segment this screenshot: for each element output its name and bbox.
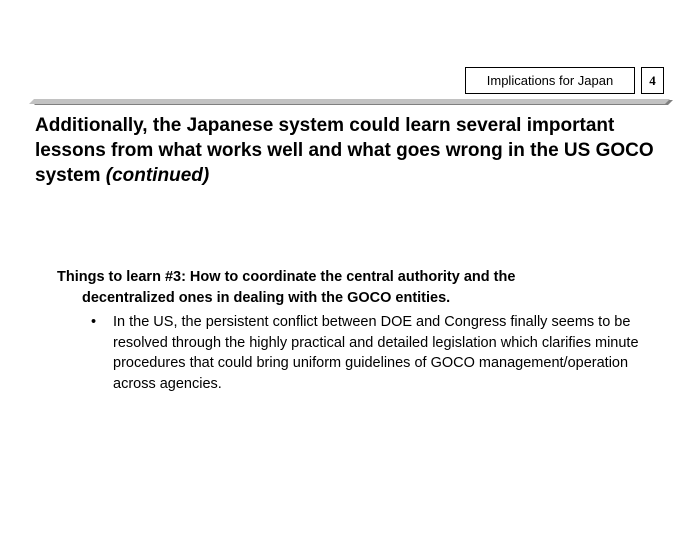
bullet-text: In the US, the persistent conflict between DOE and Congress finally seems to be resolved through the highly practical and detailed legislation which clarifies minute procedures that could bring uniform guidelines of GOCO management/operation across agencies. xyxy=(113,314,639,392)
header-rule xyxy=(29,99,670,104)
slide-title xyxy=(35,113,665,188)
lesson-heading: Things to learn #3: How to coordinate the central authority and the decentralized ones in dealing with the GOCO entities. xyxy=(57,269,516,306)
bullet-marker: • xyxy=(91,314,97,330)
page-number: 4 xyxy=(641,67,664,94)
slide-title-main: Additionally, the Japanese system could learn several important lessons from what works well and what goes wrong in the US GOCO system xyxy=(35,115,654,186)
section-tag: Implications for Japan xyxy=(465,67,635,94)
slide-title-continued: (continued) xyxy=(105,165,210,186)
